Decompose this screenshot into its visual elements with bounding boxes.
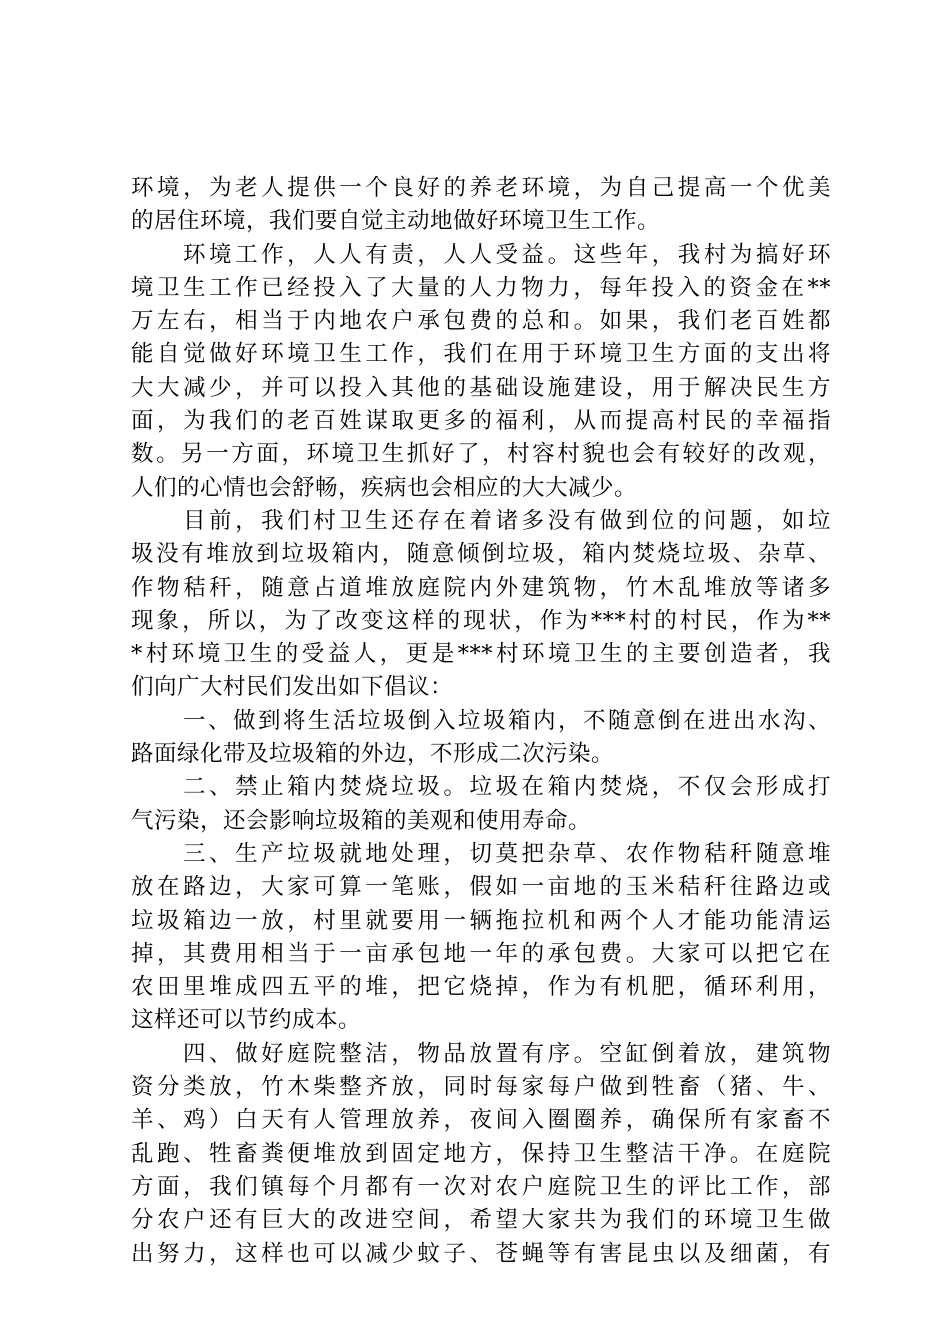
text-line: 二、禁止箱内焚烧垃圾。垃圾在箱内焚烧，不仅会形成打 xyxy=(183,774,831,801)
text-line: 资分类放，竹木柴整齐放，同时每家每户做到牲畜（猪、牛、 xyxy=(131,1074,831,1101)
text-line: 一、做到将生活垃圾倒入垃圾箱内，不随意倒在进出水沟、 xyxy=(183,707,831,734)
text-line: 分农户还有巨大的改进空间，希望大家共为我们的环境卫生做 xyxy=(131,1207,831,1234)
text-line: 四、做好庭院整洁，物品放置有序。空缸倒着放，建筑物 xyxy=(183,1040,831,1067)
text-line: 的居住环境，我们要自觉主动地做好环境卫生工作。 xyxy=(131,208,661,235)
text-line: 掉，其费用相当于一亩承包地一年的承包费。大家可以把它在 xyxy=(131,940,831,967)
text-line: 能自觉做好环境卫生工作，我们在用于环境卫生方面的支出将 xyxy=(131,341,831,368)
text-line: 目前，我们村卫生还存在着诸多没有做到位的问题，如垃 xyxy=(183,507,831,534)
text-line: 数。另一方面，环境卫生抓好了，村容村貌也会有较好的改观， xyxy=(131,441,831,468)
text-line: 农田里堆成四五平的堆，把它烧掉，作为有机肥，循环利用， xyxy=(131,974,831,1001)
text-line: 环境，为老人提供一个良好的养老环境，为自己提高一个优美 xyxy=(131,175,831,201)
text-line: 这样还可以节约成本。 xyxy=(131,1007,362,1034)
text-line: 出努力，这样也可以减少蚊子、苍蝇等有害昆虫以及细菌，有 xyxy=(131,1240,831,1267)
text-line: 三、生产垃圾就地处理，切莫把杂草、农作物秸秆随意堆 xyxy=(183,840,831,867)
text-line: 面，为我们的老百姓谋取更多的福利，从而提高村民的幸福指 xyxy=(131,408,831,435)
text-line: 气污染，还会影响垃圾箱的美观和使用寿命。 xyxy=(131,807,592,834)
body-text xyxy=(131,172,831,1271)
text-line: 们向广大村民们发出如下倡议： xyxy=(131,674,454,701)
text-line: 环境工作，人人有责，人人受益。这些年，我村为搞好环 xyxy=(183,241,831,268)
text-line: 境卫生工作已经投入了大量的人力物力，每年投入的资金在** xyxy=(131,274,831,301)
text-line: 乱跑、牲畜粪便堆放到固定地方，保持卫生整洁干净。在庭院 xyxy=(131,1140,831,1167)
text-line: 人们的心情也会舒畅，疾病也会相应的大大减少。 xyxy=(131,474,638,501)
text-line: 羊、鸡）白天有人管理放养，夜间入圈圈养，确保所有家畜不 xyxy=(131,1107,831,1134)
text-line: 大大减少，并可以投入其他的基础设施建设，用于解决民生方 xyxy=(131,374,831,401)
text-line: *村环境卫生的受益人，更是***村环境卫生的主要创造者，我 xyxy=(131,641,831,668)
text-line: 万左右，相当于内地农户承包费的总和。如果，我们老百姓都 xyxy=(131,308,831,335)
text-line: 圾没有堆放到垃圾箱内，随意倾倒垃圾，箱内焚烧垃圾、杂草、 xyxy=(131,541,831,568)
text-line: 现象，所以，为了改变这样的现状，作为***村的村民，作为** xyxy=(131,607,831,634)
text-line: 垃圾箱边一放，村里就要用一辆拖拉机和两个人才能功能清运 xyxy=(131,907,831,934)
text-line: 放在路边，大家可算一笔账，假如一亩地的玉米秸秆往路边或 xyxy=(131,874,831,901)
text-line: 作物秸秆，随意占道堆放庭院内外建筑物，竹木乱堆放等诸多 xyxy=(131,574,831,601)
text-line: 路面绿化带及垃圾箱的外边，不形成二次污染。 xyxy=(131,741,615,768)
text-line: 方面，我们镇每个月都有一次对农户庭院卫生的评比工作，部 xyxy=(131,1173,831,1200)
